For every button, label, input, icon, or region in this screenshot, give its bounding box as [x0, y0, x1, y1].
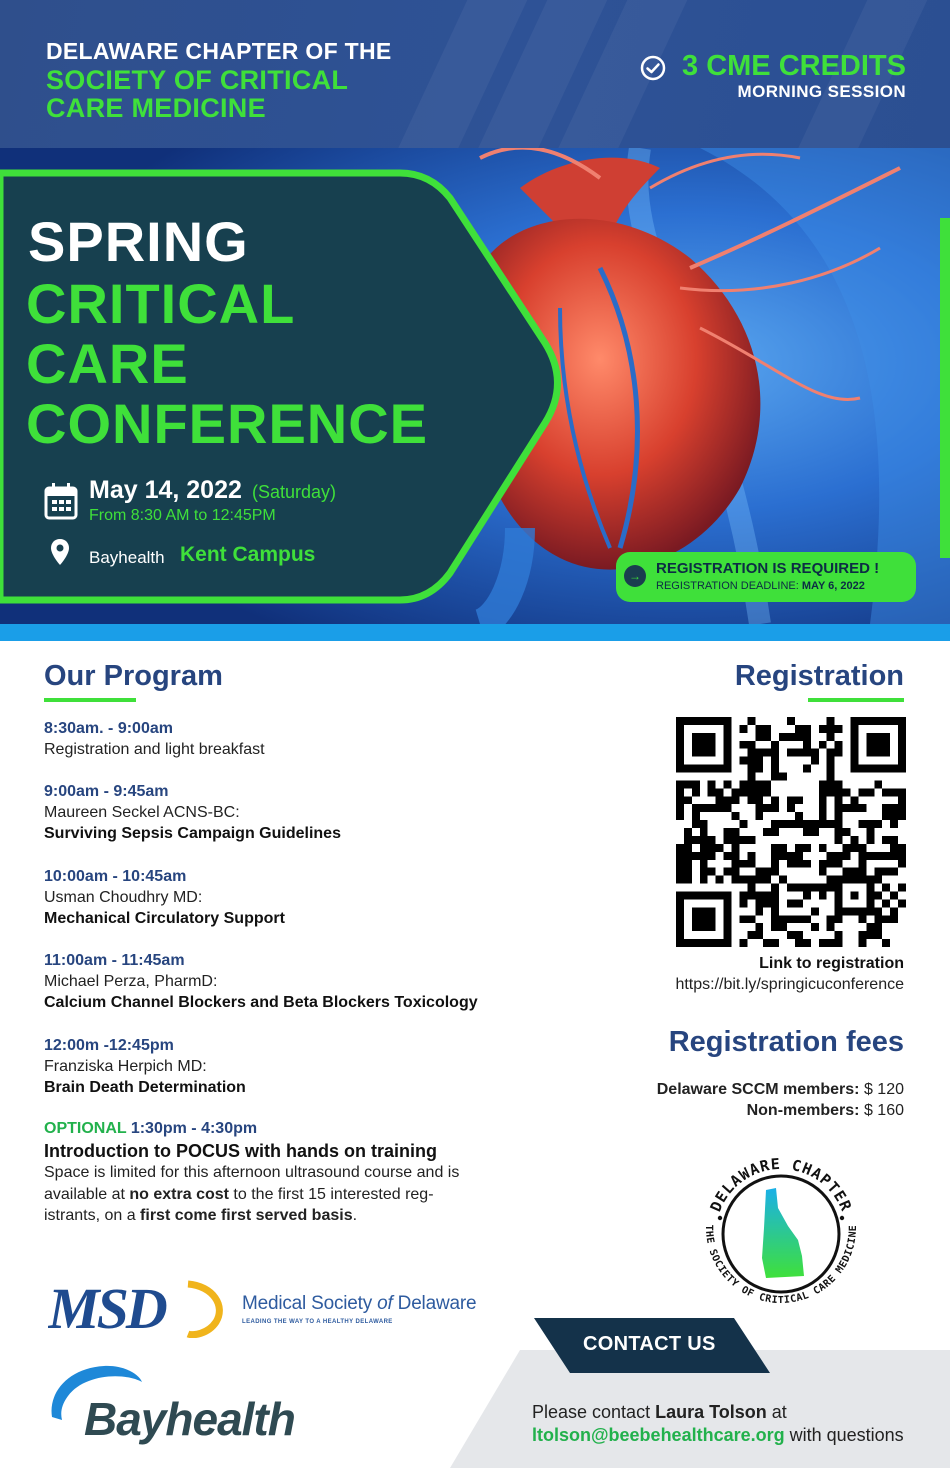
msd-abbr: MSD — [48, 1276, 165, 1338]
contact-us-label: CONTACT US — [583, 1333, 716, 1355]
msd-name-of: of — [377, 1293, 393, 1314]
registration-link-label: Link to registration — [759, 955, 904, 972]
program-speaker: Maureen Seckel ACNS-BC: — [44, 804, 240, 821]
title-care: CARE — [26, 332, 189, 395]
registration-required-text: REGISTRATION IS REQUIRED ! — [656, 560, 880, 577]
program-topic: Mechanical Circulatory Support — [44, 910, 285, 927]
program-topic: Surviving Sepsis Campaign Guidelines — [44, 825, 341, 842]
fee-members-label: Delaware SCCM members: — [656, 1081, 860, 1098]
cme-credits: 3 CME CREDITS — [682, 50, 906, 82]
optional-description — [44, 1162, 484, 1227]
msd-tagline: LEADING THE WAY TO A HEALTHY DELAWARE — [242, 1319, 393, 1325]
arrow-right-icon: → — [624, 565, 646, 587]
title-critical: CRITICAL — [26, 272, 296, 335]
registration-link[interactable]: https://bit.ly/springicuconference — [675, 976, 904, 993]
contact-name: Laura Tolson — [655, 1402, 767, 1422]
msd-name — [242, 1293, 476, 1315]
optional-time: 1:30pm - 4:30pm — [130, 1120, 258, 1137]
program-speaker: Michael Perza, PharmD: — [44, 973, 218, 990]
optional-desc-text: to the first 15 interested reg-istrants, on a — [44, 1185, 434, 1224]
program-time: 9:00am - 9:45am — [44, 783, 169, 800]
optional-title: Introduction to POCUS with hands on training — [44, 1141, 437, 1161]
event-time: From 8:30 AM to 12:45PM — [89, 507, 276, 524]
location-pin-icon — [50, 538, 70, 566]
program-item — [44, 866, 494, 929]
contact-text: at — [766, 1402, 787, 1422]
program-time: 8:30am. - 9:00am — [44, 720, 173, 737]
program-time: 12:00m -12:45pm — [44, 1037, 174, 1054]
program-title: Our Program — [44, 660, 223, 692]
header-band — [0, 0, 950, 148]
chapter-title-line2: SOCIETY OF CRITICAL CARE MEDICINE — [46, 65, 348, 123]
program-item — [44, 718, 494, 760]
deadline-date: MAY 6, 2022 — [801, 580, 865, 592]
fee-members-value: $ 120 — [863, 1081, 904, 1098]
program-item — [44, 950, 494, 1013]
logo-bottom-text: THE SOCIETY OF CRITICAL CARE MEDICINE — [702, 1224, 860, 1306]
divider-strip — [0, 624, 950, 641]
qr-code[interactable] — [676, 717, 906, 947]
contact-text: Please contact — [532, 1402, 656, 1422]
program-speaker: Franziska Herpich MD: — [44, 1058, 207, 1075]
contact-text: with questions — [784, 1425, 904, 1445]
optional-desc-bold: first come first served basis — [140, 1207, 353, 1224]
location-prefix: Bayhealth — [89, 548, 165, 567]
registration-title: Registration — [734, 660, 904, 692]
calendar-icon — [44, 482, 78, 520]
hero-banner — [0, 148, 950, 624]
cme-session: MORNING SESSION — [737, 82, 906, 101]
registration-deadline — [656, 580, 865, 592]
check-circle-icon — [640, 55, 666, 81]
fee-nonmembers-value: $ 160 — [863, 1102, 904, 1119]
program-speaker: Usman Choudhry MD: — [44, 889, 203, 906]
fee-members — [657, 1081, 904, 1099]
bayhealth-logo-text: Bayhealth — [84, 1393, 295, 1445]
registration-required-badge — [616, 552, 916, 602]
fee-nonmembers-label: Non-members: — [746, 1102, 860, 1119]
msd-name-part: Medical Society — [242, 1293, 378, 1314]
optional-desc-text: . — [352, 1207, 358, 1224]
event-date: May 14, 2022 — [89, 476, 242, 504]
program-time: 11:00am - 11:45am — [44, 952, 185, 969]
optional-tag: OPTIONAL — [44, 1120, 127, 1137]
location-campus: Kent Campus — [180, 543, 316, 566]
program-item — [44, 1035, 494, 1098]
fee-nonmembers — [747, 1102, 904, 1120]
deadline-label: REGISTRATION DEADLINE: — [656, 580, 799, 592]
program-time: 10:00am - 10:45am — [44, 868, 187, 885]
title-main — [26, 274, 506, 454]
msd-logo — [48, 1276, 228, 1338]
title-spring: SPRING — [28, 210, 249, 273]
logo-top-text: DELAWARE CHAPTER — [706, 1154, 856, 1215]
optional-desc-text: Space is limited for this afternoon ultrasound course and is available at — [44, 1164, 460, 1203]
program-description: Registration and light breakfast — [44, 741, 265, 758]
contact-email[interactable]: ltolson@beebehealthcare.org — [532, 1425, 785, 1445]
chapter-title-line1: DELAWARE CHAPTER OF THE — [46, 38, 392, 64]
contact-line2 — [532, 1425, 904, 1446]
optional-session-time — [44, 1120, 257, 1138]
right-accent-bar — [940, 218, 950, 558]
contact-line1 — [532, 1402, 787, 1423]
msd-name-part: Delaware — [392, 1293, 477, 1314]
program-underline — [44, 698, 136, 702]
optional-desc-bold: no extra cost — [129, 1185, 229, 1203]
registration-underline — [808, 698, 904, 702]
delaware-chapter-logo — [696, 1148, 866, 1320]
title-conference: CONFERENCE — [26, 392, 429, 455]
program-topic: Calcium Channel Blockers and Beta Blockers Toxicology — [44, 994, 478, 1011]
registration-fees-title: Registration fees — [668, 1026, 904, 1058]
delaware-map-icon — [762, 1188, 804, 1278]
event-day: (Saturday) — [252, 482, 337, 502]
program-item — [44, 781, 494, 844]
program-topic: Brain Death Determination — [44, 1079, 246, 1096]
